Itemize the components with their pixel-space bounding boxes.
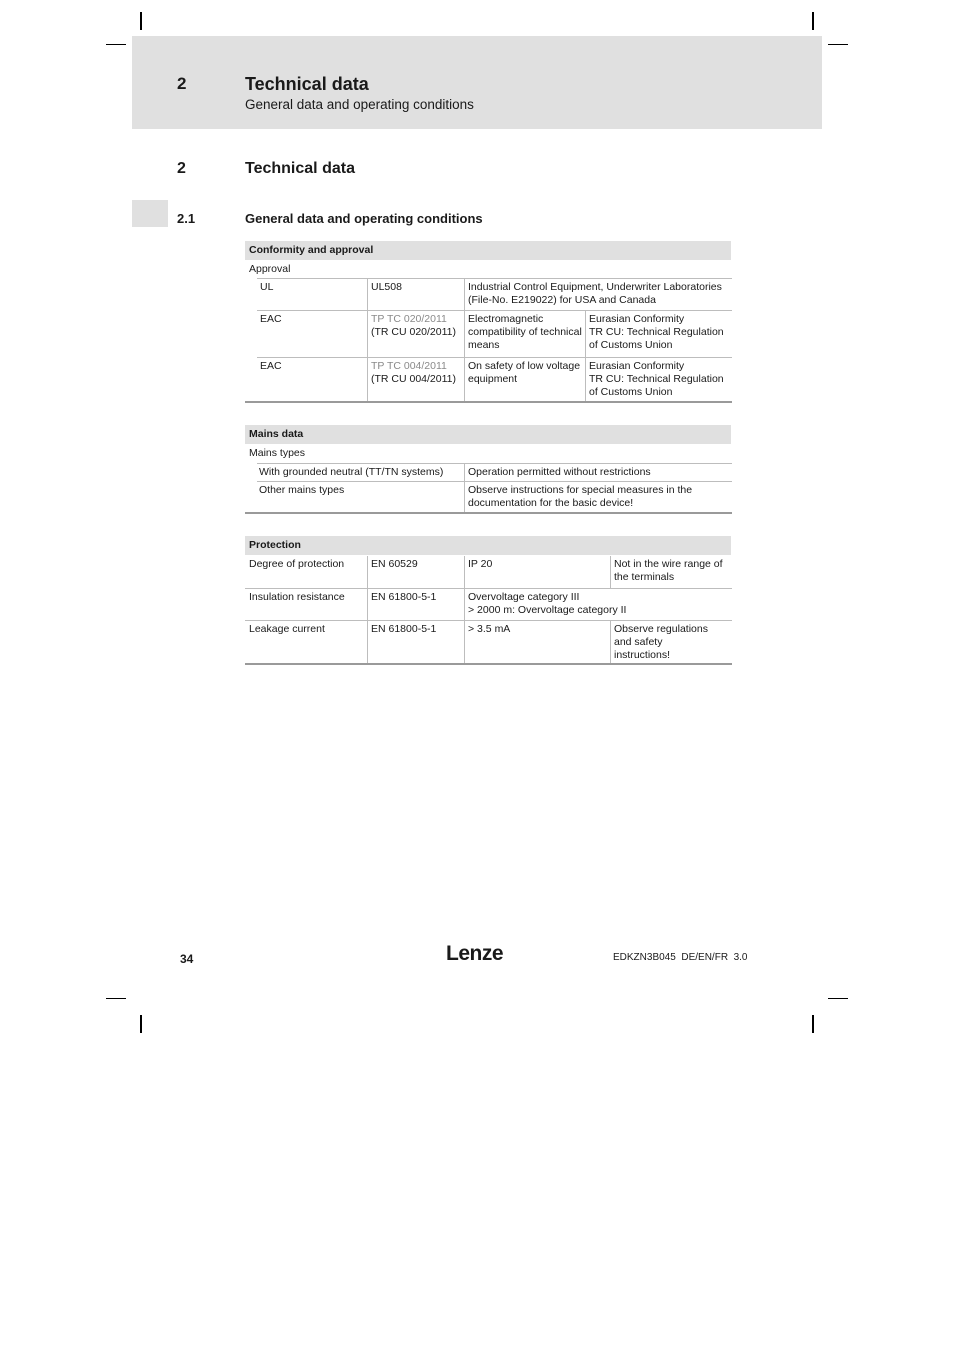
table-cell: EAC — [260, 360, 282, 372]
subsection-number: 2.1 — [177, 211, 196, 226]
table-cell: EN 61800-5-1 — [371, 623, 437, 635]
cell-line: TP TC 004/2011 — [371, 360, 447, 372]
table-cell: Not in the wire range of the terminals — [614, 558, 723, 583]
cell-line: > 2000 m: Overvoltage category II — [468, 604, 627, 616]
cell-line: (TR CU 004/2011) — [371, 373, 457, 385]
table-cell — [368, 360, 464, 386]
cell-line: Eurasian Conformity — [589, 313, 685, 325]
table-cell: UL — [260, 281, 274, 293]
table-cell: Observe regulations and safety instructions! — [614, 623, 708, 661]
table-cell: Degree of protection — [249, 558, 345, 570]
table-cell: Observe instructions for special measures in the documentation for the basic device! — [468, 484, 693, 509]
header-subtitle: General data and operating conditions — [245, 97, 474, 112]
table-cell: Leakage current — [249, 623, 325, 635]
table-cell: IP 20 — [468, 558, 493, 570]
table-cell — [368, 313, 464, 339]
crop-mark — [140, 12, 142, 30]
table-cell — [586, 313, 732, 352]
table-cell: With grounded neutral (TT/TN systems) — [259, 466, 444, 478]
table-section-title: Conformity and approval — [245, 241, 731, 260]
header-chapter-title: Technical data — [245, 74, 369, 94]
table-section-title: Mains data — [245, 425, 731, 444]
page-header — [132, 36, 822, 129]
table-cell: Industrial Control Equipment, Underwriter Laboratories (File-No. E219022) for USA and Canada — [468, 281, 722, 306]
cell-line: (TR CU 020/2011) — [371, 326, 457, 338]
subsection-title: General data and operating conditions — [245, 211, 483, 226]
protection-table — [245, 536, 732, 668]
side-tab-marker — [132, 200, 168, 227]
table-cell: EN 61800-5-1 — [371, 591, 437, 603]
cell-line: Eurasian Conformity — [589, 360, 685, 372]
section-title: Technical data — [245, 160, 355, 177]
cell-line: TR CU: Technical Regulation of Customs Union — [589, 326, 724, 351]
cell-line: TR CU: Technical Regulation of Customs Union — [589, 373, 724, 398]
table-cell: On safety of low voltage equipment — [468, 360, 581, 385]
page-number: 34 — [180, 952, 194, 966]
crop-mark — [828, 44, 848, 45]
cell-line: Overvoltage category III — [468, 591, 580, 603]
crop-mark — [812, 1015, 814, 1033]
document-id: EDKZN3B045 DE/EN/FR 3.0 — [613, 952, 748, 963]
table-cell: UL508 — [371, 281, 402, 293]
header-chapter-number: 2 — [177, 74, 187, 93]
table-cell: > 3.5 mA — [468, 623, 511, 635]
table-cell: EN 60529 — [371, 558, 418, 570]
table-cell: Operation permitted without restrictions — [468, 466, 651, 478]
crop-mark — [812, 12, 814, 30]
group-label: Mains types — [249, 447, 306, 459]
table-cell: Electromagnetic compatibility of technical means — [468, 313, 582, 351]
mains-table — [245, 425, 732, 517]
crop-mark — [106, 44, 126, 45]
crop-mark — [106, 998, 126, 999]
table-cell — [586, 360, 732, 399]
table-cell: Other mains types — [259, 484, 345, 496]
lenze-logo: Lenze — [446, 942, 504, 965]
table-cell — [465, 591, 731, 617]
table-cell: EAC — [260, 313, 282, 325]
conformity-table — [245, 241, 732, 406]
group-label: Approval — [249, 263, 291, 275]
table-section-title: Protection — [245, 536, 731, 555]
section-number: 2 — [177, 160, 186, 177]
cell-line: TP TC 020/2011 — [371, 313, 447, 325]
crop-mark — [828, 998, 848, 999]
table-cell: Insulation resistance — [249, 591, 345, 603]
crop-mark — [140, 1015, 142, 1033]
